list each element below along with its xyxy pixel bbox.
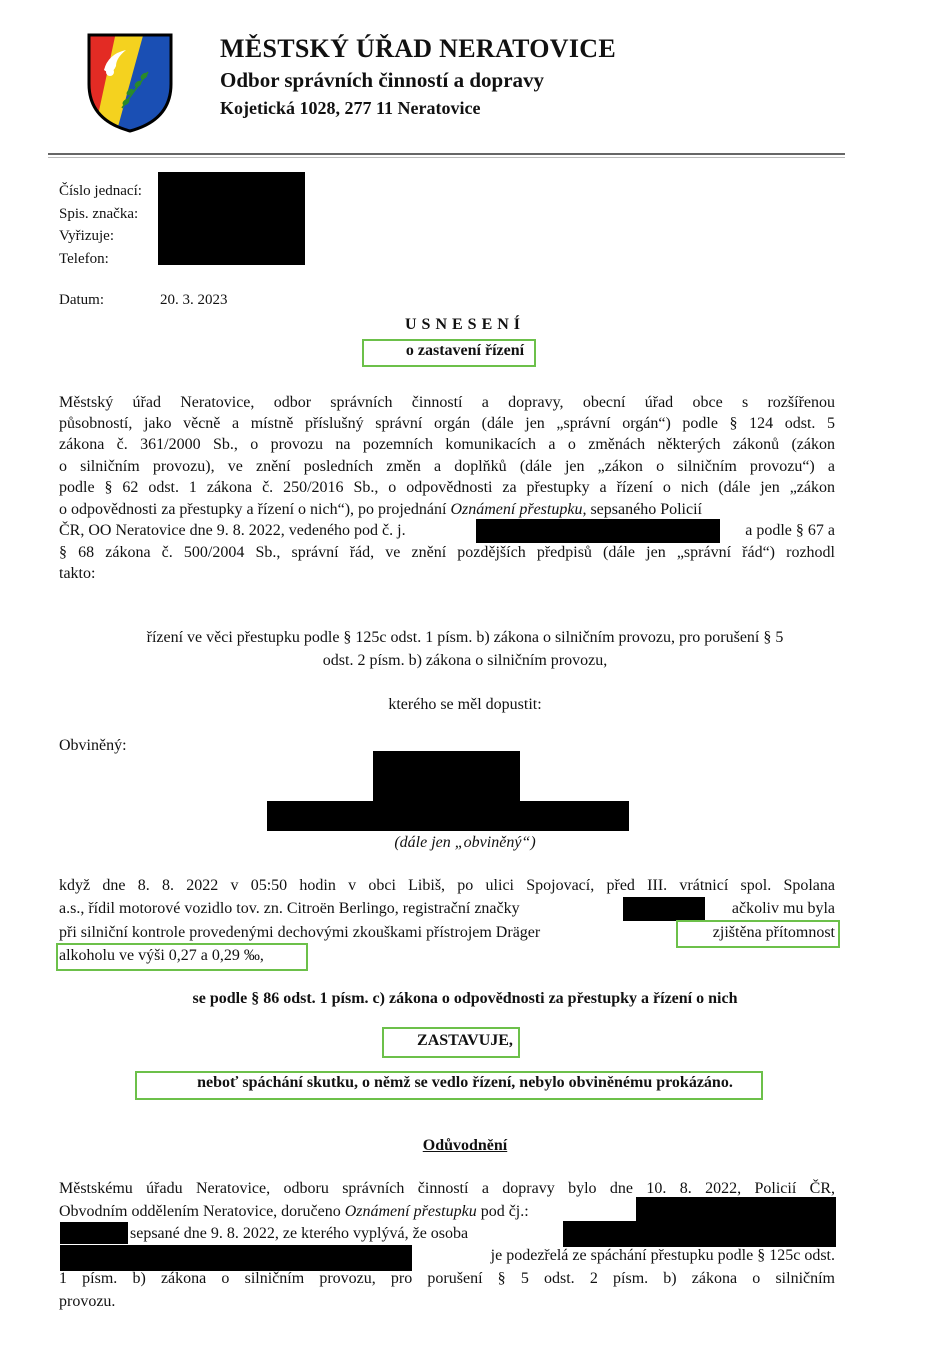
redaction-block xyxy=(158,172,305,265)
justification-line: provozu. xyxy=(59,1293,116,1310)
highlight-box xyxy=(135,1071,763,1100)
intro-line: a podle § 67 a xyxy=(745,522,835,539)
redaction-block xyxy=(60,1222,128,1244)
accused-label: Obviněný: xyxy=(59,737,127,754)
intro-line: působností, jako věcně a místně příslušný správní orgán (dále jen „správní orgán“) podle § 124 odst. 5 xyxy=(59,415,835,432)
office-address: Kojetická 1028, 277 11 Neratovice xyxy=(220,98,481,118)
office-title: MĚSTSKÝ ÚŘAD NERATOVICE xyxy=(220,34,616,63)
facts-line: a.s., řídil motorové vozidlo tov. zn. Citroën Berlingo, registrační značky xyxy=(59,900,520,917)
committed-text: kterého se měl dopustit: xyxy=(388,696,542,713)
document-title: USNESENÍ xyxy=(404,316,526,333)
date-label: Datum: xyxy=(59,292,104,308)
header-divider xyxy=(48,153,845,155)
redaction-block xyxy=(636,1197,836,1223)
department-name: Odbor správních činností a dopravy xyxy=(220,68,545,92)
facts-line: ačkoliv mu byla xyxy=(731,900,835,917)
highlight-box xyxy=(382,1027,520,1058)
date-value: 20. 3. 2023 xyxy=(160,292,228,308)
redaction-block xyxy=(373,751,520,801)
file-mark-label: Spis. značka: xyxy=(59,205,139,222)
facts-line: alkoholu ve výši 0,27 a 0,29 ‰, xyxy=(59,947,264,964)
justification-line: Městskému úřadu Neratovice, odboru správních činností a dopravy bylo dne 10. 8. 2022, Policií ČR, xyxy=(59,1180,835,1197)
justification-heading: Odůvodnění xyxy=(422,1137,508,1154)
header-divider-shadow xyxy=(48,157,845,158)
facts-line: když dne 8. 8. 2022 v 05:50 hodin v obci Libiš, po ulici Spojovací, před III. vrátnicí spol. Spolana xyxy=(59,877,835,894)
highlight-box xyxy=(56,943,308,971)
intro-line: takto: xyxy=(59,565,96,582)
document-subtitle: o zastavení řízení xyxy=(405,342,525,359)
ref-number-label: Číslo jednací: xyxy=(59,183,142,199)
justification-line: je podezřelá ze spáchání přestupku podle § 125c odst. xyxy=(490,1247,835,1264)
proceeding-line: řízení ve věci přestupku podle § 125c odst. 1 písm. b) zákona o silničním provozu, pro porušení § 5 xyxy=(146,629,784,646)
justification-line: sepsané dne 9. 8. 2022, ze kterého vyplývá, že osoba xyxy=(130,1225,469,1242)
accused-note: (dále jen „obviněný“) xyxy=(394,834,536,851)
intro-line: o odpovědnosti za přestupky a řízení o nich“), po projednání Oznámení přestupku, sepsaného Policií xyxy=(59,501,702,518)
handled-by-label: Vyřizuje: xyxy=(59,228,114,244)
justification-line: 1 písm. b) zákona o silničním provozu, pro porušení § 5 odst. 2 písm. b) zákona o silničním xyxy=(59,1270,835,1287)
decision: ZASTAVUJE, xyxy=(417,1032,513,1049)
redaction-block xyxy=(476,519,720,543)
decision-reason: neboť spáchání skutku, o němž se vedlo řízení, nebylo obviněnému prokázáno. xyxy=(197,1074,733,1091)
intro-line: podle § 62 odst. 1 zákona č. 250/2016 Sb., o odpovědnosti za přestupky a řízení o nich (dále jen „zákon xyxy=(59,479,835,496)
intro-line: zákona č. 361/2000 Sb., o provozu na pozemních komunikacích a o změnách některých zákonů (zákon xyxy=(59,436,835,453)
redaction-block xyxy=(267,801,629,831)
reference-labels xyxy=(59,180,142,270)
facts-line: při silniční kontrole provedenými dechovými zkouškami přístrojem Dräger xyxy=(59,924,541,941)
intro-line: ČR, OO Neratovice dne 9. 8. 2022, vedeného pod č. j. xyxy=(59,522,406,539)
intro-line: o silničním provozu), ve znění posledních změn a doplňků (dále jen „zákon o silničním provozu“) a xyxy=(59,458,835,475)
proceeding-line: odst. 2 písm. b) zákona o silničním provozu, xyxy=(322,652,608,669)
highlight-box xyxy=(362,339,536,367)
redaction-block xyxy=(563,1221,836,1247)
highlight-box xyxy=(676,920,840,948)
redaction-block xyxy=(60,1245,412,1271)
intro-line: § 68 zákona č. 500/2004 Sb., správní řád, ve znění pozdějších předpisů (dále jen „správní řád“) rozhodl xyxy=(59,544,835,561)
facts-line: zjištěna přítomnost xyxy=(712,924,835,941)
redaction-block xyxy=(623,897,705,921)
phone-label: Telefon: xyxy=(59,250,109,267)
justification-line: Obvodním oddělením Neratovice, doručeno Oznámení přestupku pod čj.: xyxy=(59,1203,529,1220)
intro-line: Městský úřad Neratovice, odbor správních činností a dopravy, obecní úřad obce s rozšířenou xyxy=(59,394,835,411)
coat-of-arms-logo xyxy=(86,32,174,134)
legal-basis: se podle § 86 odst. 1 písm. c) zákona o odpovědnosti za přestupky a řízení o nich xyxy=(192,990,738,1007)
